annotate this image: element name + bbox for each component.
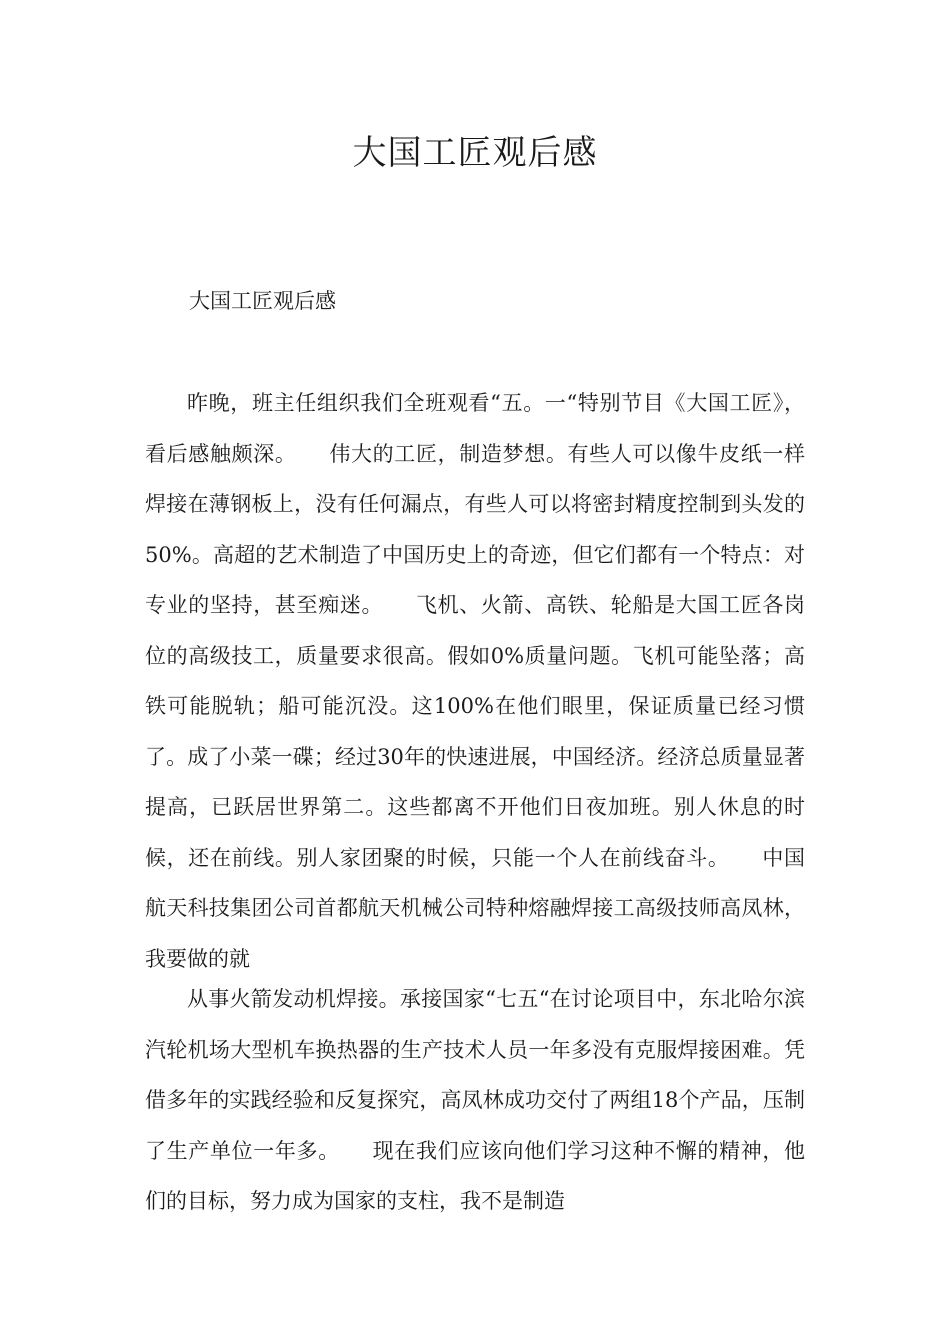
document-subtitle: 大国工匠观后感 — [189, 289, 336, 313]
document-title: 大国工匠观后感 — [352, 133, 598, 173]
paragraph-2: 从事火箭发动机焊接。承接国家“七五“在讨论项目中，东北哈尔滨汽轮机场大型机车换热器的生产技术人员一年多没有克服焊接困难。凭借多年的实践经验和反复探究，高凤林成功交付了两组18个产品，压制了生产单位一年多。 现在我们应该向他们学习这种不懈的精神，他们的目标，努力成为国家的支柱，我不是制造 — [145, 987, 805, 1213]
paragraph-1: 昨晚，班主任组织我们全班观看“五。一“特别节目《大国工匠》，看后感触颇深。 伟大的工匠，制造梦想。有些人可以像牛皮纸一样焊接在薄钢板上，没有任何漏点，有些人可以将密封精度控制到头发的50%。高超的艺术制造了中国历史上的奇迹，但它们都有一个特点：对专业的坚持，甚至痴迷。 飞机、火箭、高铁、轮船是大国工匠各岗位的高级技工，质量要求很高。假如0%质量问题。飞机可能坠落；高铁可能脱轨；船可能沉没。这100%在他们眼里，保证质量已经习惯了。成了小菜一碟；经过30年的快速进展，中国经济。经济总质量显著提高，已跃居世界第二。这些都离不开他们日夜加班。别人休息的时候，还在前线。别人家团聚的时候，只能一个人在前线奋斗。 中国航天科技集团公司首都航天机械公司特种熔融焊接工高级技师高凤林，我要做的就 — [145, 391, 805, 971]
